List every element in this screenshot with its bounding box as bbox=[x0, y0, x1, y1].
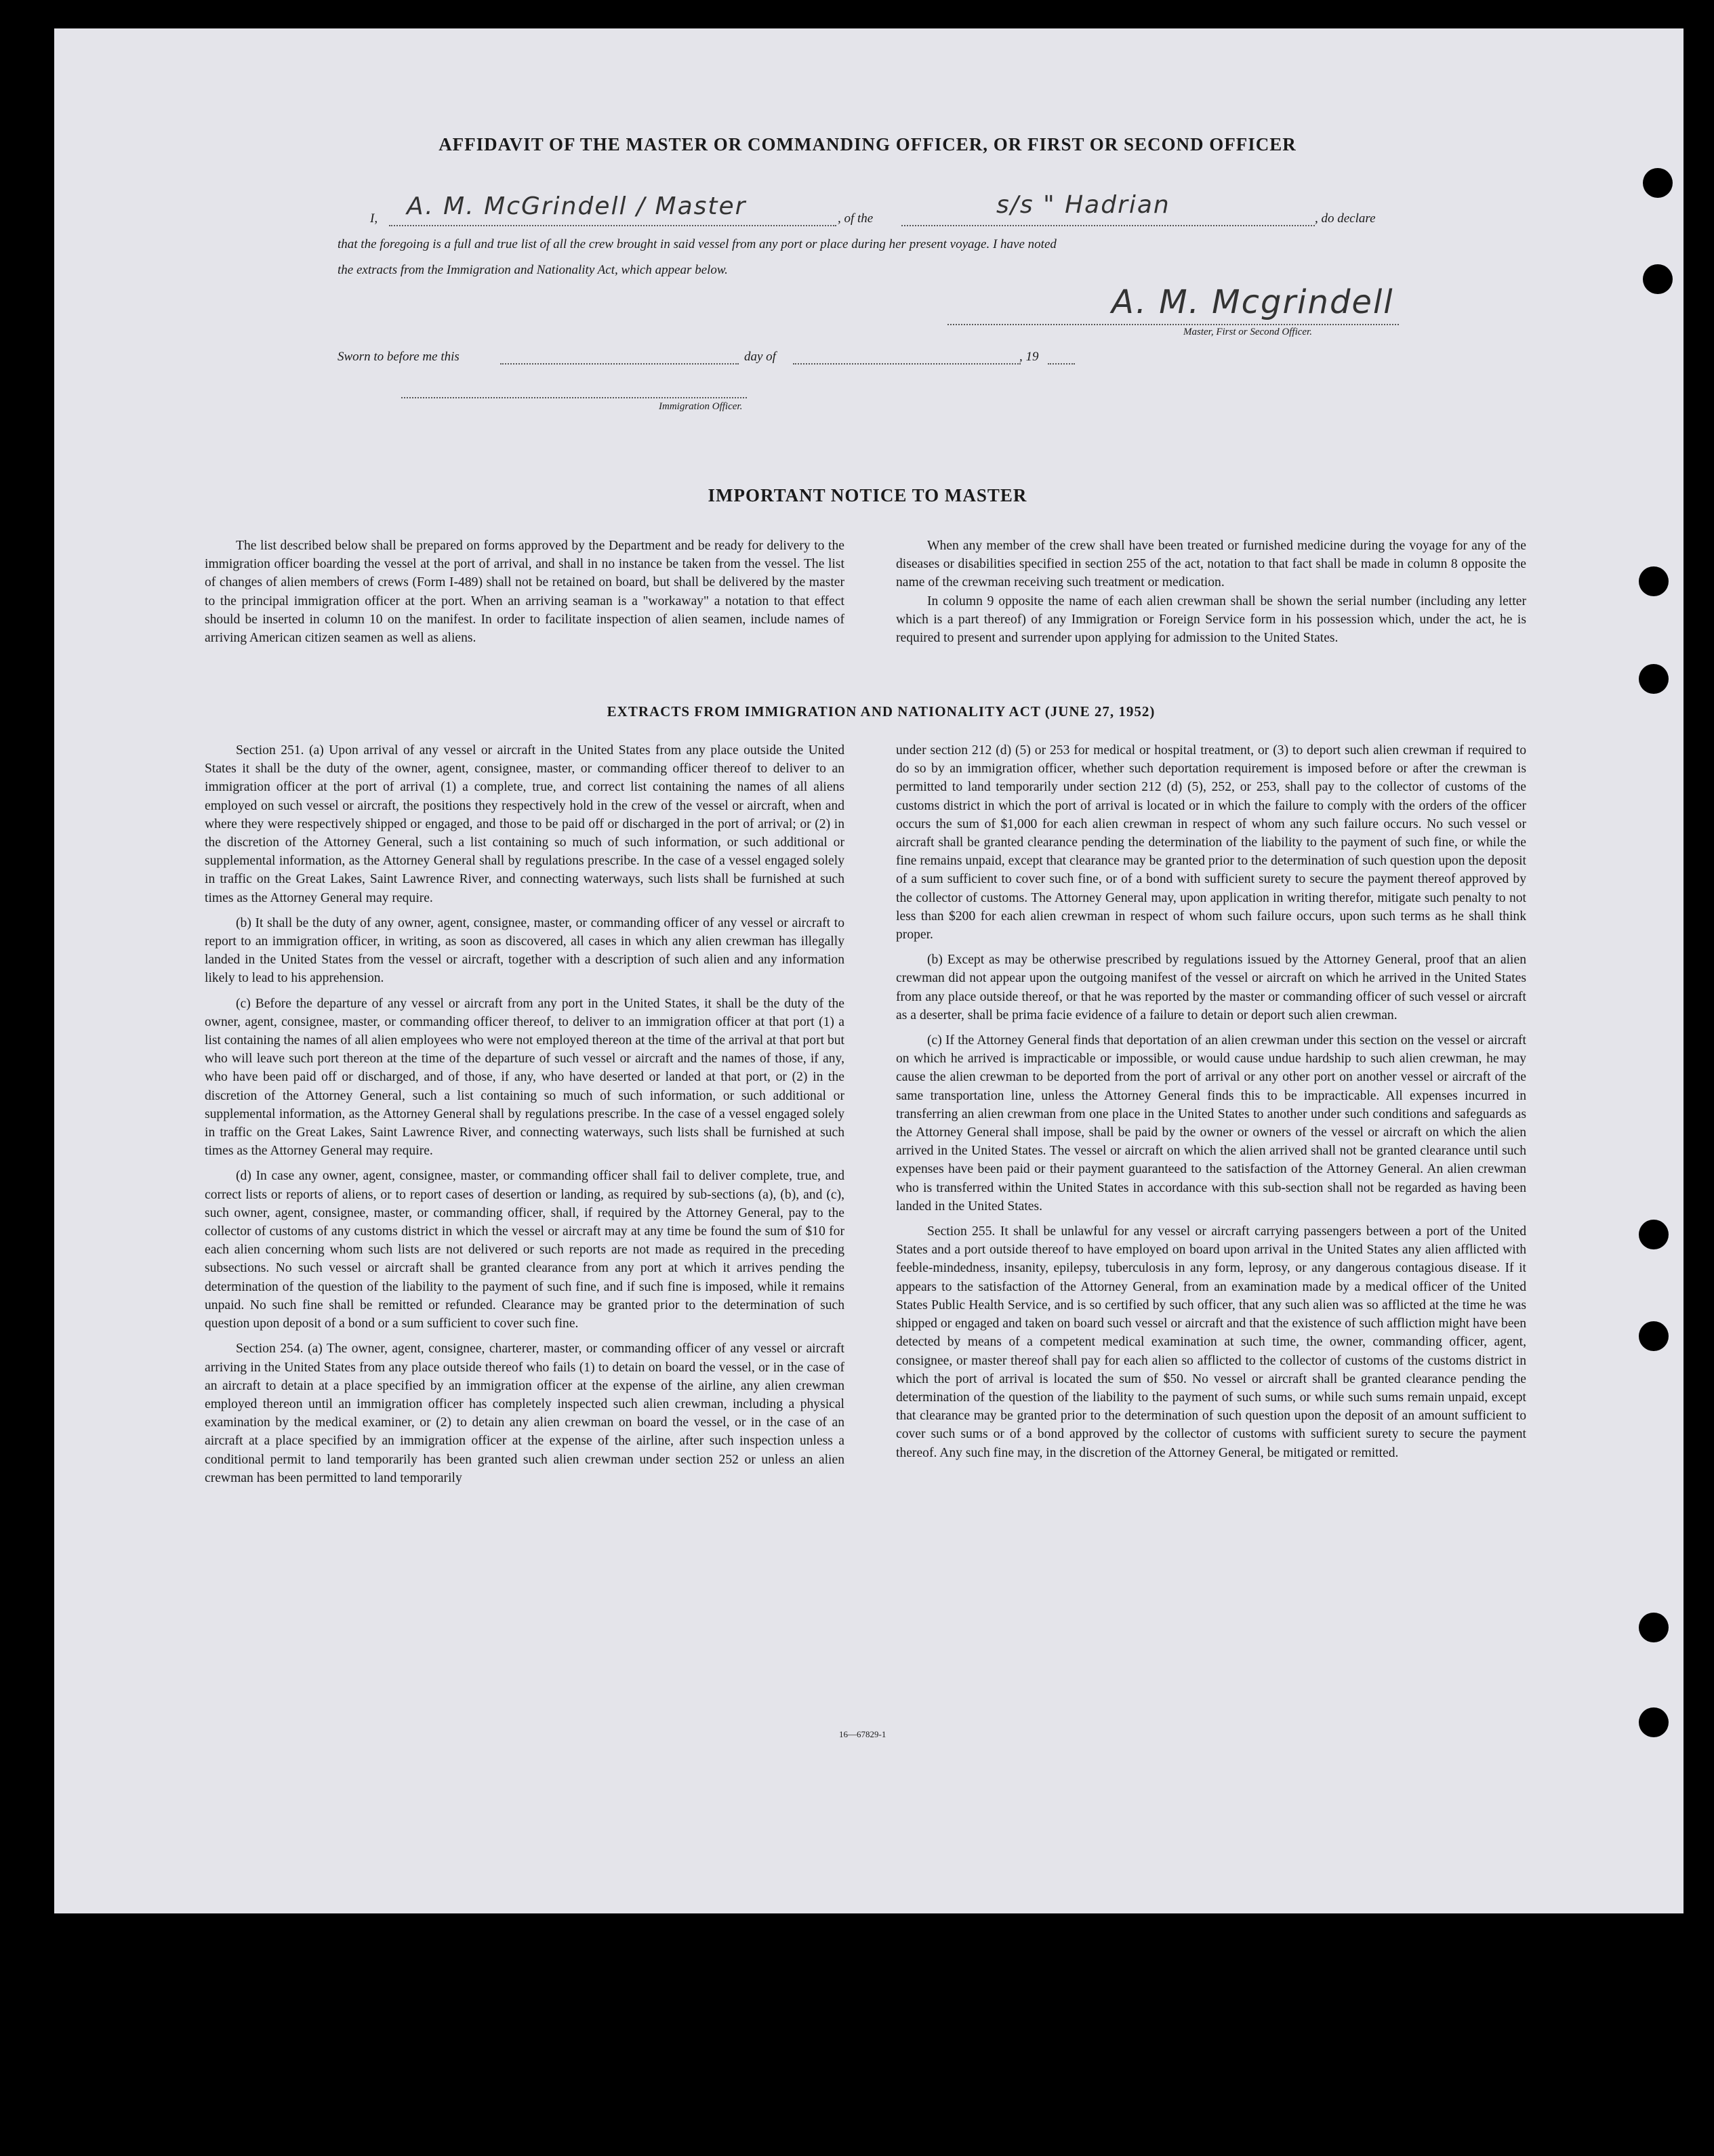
day-of-label: day of bbox=[744, 350, 776, 364]
year-prefix: , 19 bbox=[1019, 350, 1039, 364]
punch-hole bbox=[1643, 264, 1673, 294]
notice-paragraph: The list described below shall be prepared on forms approved by the Department and be ready for delivery to the immigration officer boarding the vessel at the port of arrival, and shall in no instance be taken from the vessel. The list of changes of alien members of crews (Form I-489) shall not be retained on board, but shall be delivered by the master to the principal immigration officer at the port. When an arriving seaman is a "workaway" a notation to that effect should be inserted in column 10 on the manifest. In order to facilitate inspection of alien seamen, include names of arriving American citizen seamen as well as aliens. bbox=[205, 539, 844, 646]
name-line bbox=[389, 225, 836, 226]
notice-left-column bbox=[205, 537, 844, 654]
notice-paragraph: When any member of the crew shall have been treated or furnished medicine during the voyage for any of the diseases or disabilities specified in section 255 of the act, notation to that fact shall be made in column 8 opposite the name of the crewman receiving such treatment or medication. bbox=[896, 539, 1526, 590]
of-the-label: , of the bbox=[838, 211, 874, 226]
punch-hole bbox=[1639, 1321, 1669, 1351]
signature-caption: Master, First or Second Officer. bbox=[1183, 327, 1312, 337]
punch-hole bbox=[1639, 664, 1669, 694]
act-paragraph: Section 255. It shall be unlawful for any vessel or aircraft carrying passengers between a port of the United States and a port outside thereof to have employed on board upon arrival in the United States any alien afflicted with feeble-mindedness, insanity, epilepsy, tuberculosis in any form, leprosy, or any dangerous contagious disease. If it appears to the satisfaction of the Attorney General, from an examination made by a medical officer of the United States Public Health Service, and is so certified by such officer, that any such alien was so afflicted at the time he was shipped or engaged and taken on board such vessel or aircraft and that the existence of such affliction might have been detected by means of a competent medical examination at such time, the owner, commanding officer, agent, consignee, or master thereof shall pay for each alien so afflicted to the collector of customs of the customs district in which the port of arrival is located the sum of $50. No vessel or aircraft shall be granted clearance pending the determination of the question of the liability to the payment of such sums, or while such sums remain unpaid, except that clearance may be granted prior to the determination of such question upon the deposit of an amount sufficient to cover such sums or of a bond approved by the collector of customs with sufficient surety to secure the payment thereof. Any such fine may, in the discretion of the Attorney General, be mitigated or remitted. bbox=[896, 1224, 1527, 1460]
punch-hole bbox=[1639, 1613, 1669, 1642]
signature-line bbox=[947, 324, 1399, 325]
vessel-name-handwritten: s/s " Hadrian bbox=[996, 191, 1170, 219]
form-number: 16—67829-1 bbox=[839, 1729, 886, 1739]
punch-hole bbox=[1639, 1220, 1669, 1249]
notice-title: IMPORTANT NOTICE TO MASTER bbox=[708, 485, 1027, 505]
extracts-title: EXTRACTS FROM IMMIGRATION AND NATIONALITY ACT (JUNE 27, 1952) bbox=[607, 703, 1156, 720]
act-paragraph: (d) In case any owner, agent, consignee, master, or commanding officer shall fail to deliver complete, true, and correct lists or reports of aliens, or to report cases of desertion or landing, as required by sub-sections (a), (b), and (c), such owner, agent, consignee, master, or commanding officer, shall, if required by the Attorney General, pay to the collector of customs of any customs district in which the vessel or aircraft may at any time be found the sum of $10 for each alien concerning whom such lists are not delivered or such reports are not made as required in the preceding subsections. No such vessel or aircraft shall be granted clearance from any port at which it arrives pending the determination of the question of the liability to the payment of such fine, and if such fine is imposed, while it remains unpaid. No such fine shall be remitted or refunded. Clearance may be granted prior to the determination of such question upon deposit of a bond or a sum sufficient to cover such fine. bbox=[205, 1169, 844, 1331]
immigration-officer-caption: Immigration Officer. bbox=[659, 401, 743, 412]
affidavit-line-2: that the foregoing is a full and true list of all the crew brought in said vessel from any port or place during her present voyage. I have noted bbox=[338, 237, 1057, 251]
master-name-handwritten: A. M. McGrindell / Master bbox=[407, 192, 747, 220]
notice-paragraph: In column 9 opposite the name of each alien crewman shall be shown the serial number (including any letter which is a part thereof) of any Immigration or Foreign Service form in his possession which, under the act, he is required to present and surrender upon applying for admission to the United States. bbox=[896, 594, 1526, 646]
vessel-line bbox=[901, 225, 1315, 226]
sworn-label: Sworn to before me this bbox=[338, 350, 460, 364]
act-paragraph: (b) It shall be the duty of any owner, agent, consignee, master, or commanding officer of any vessel or aircraft to report to an immigration officer, in writing, as soon as discovered, all cases in which any alien crewman has illegally landed in the United States from the vessel or aircraft, together with a description of such alien and any information likely to lead to his apprehension. bbox=[205, 915, 844, 986]
i-label: I, bbox=[370, 211, 378, 226]
act-paragraph: Section 251. (a) Upon arrival of any vessel or aircraft in the United States from any place outside the United States it shall be the duty of the owner, agent, consignee, master, or commanding officer thereof to deliver to an immigration officer at the port of arrival (1) a complete, true, and correct list containing the names of all aliens employed on such vessel or aircraft, the positions they respectively hold in the crew of the vessel or aircraft, when and where they were respectively shipped or engaged, and those to be paid off or discharged in the port of arrival; or (2) in the discretion of the Attorney General, such a list containing so much of such information, or such additional or supplemental information, as the Attorney General shall by regulations prescribe. In the case of a vessel engaged solely in traffic on the Great Lakes, Saint Lawrence River, and connecting waterways, such lists shall be furnished at such times as the Attorney General may require. bbox=[205, 743, 844, 905]
act-paragraph: (b) Except as may be otherwise prescribed by regulations issued by the Attorney General, proof that an alien crewman did not appear upon the outgoing manifest of the vessel or aircraft on which he arrived in the United States from any place outside thereof, or that he was reported by the master or commanding officer of such vessel or aircraft as a deserter, shall be prima facie evidence of a failure to detain or deport such alien crewman. bbox=[896, 953, 1526, 1022]
affidavit-line-3: the extracts from the Immigration and Nationality Act, which appear below. bbox=[338, 263, 728, 277]
month-line bbox=[793, 363, 1021, 365]
sworn-date-line bbox=[500, 363, 739, 365]
punch-hole bbox=[1639, 566, 1669, 596]
do-declare-label: , do declare bbox=[1315, 211, 1376, 226]
act-paragraph: (c) Before the departure of any vessel or aircraft from any port in the United States, it shall be the duty of the owner, agent, consignee, master, or commanding officer thereof, to deliver to an immigration officer at that port (1) a list containing the names of all alien employees who were not employed thereon at the time of the arrival at that port but who will leave such port thereon at the time of the departure of such vessel or aircraft and the names of those, if any, who have been paid off or discharged, and of those, if any, who have deserted or landed at that port, or (2) in the discretion of the Attorney General, such a list containing so much of such information, or such additional or supplemental information, as the Attorney General shall by regulations prescribe. In the case of a vessel engaged solely in traffic on the Great Lakes, Saint Lawrence River, and connecting waterways, such lists shall be furnished at such times as the Attorney General may require. bbox=[205, 996, 844, 1159]
officer-signature-line bbox=[401, 397, 747, 398]
act-paragraph: Section 254. (a) The owner, agent, consignee, charterer, master, or commanding officer of any vessel or aircraft arriving in the United States from any place outside thereof who fails (1) to detain on board the vessel, or in the case of an aircraft to detain at a place specified by an immigration officer at the expense of the airline, any alien crewman employed thereon until an immigration officer has completely inspected such alien crewman, including a physical examination by the medical examiner, or (2) to detain any alien crewman on board the vessel, or in the case of an aircraft at a place specified by an immigration officer at the expense of the airline, after such inspection unless a conditional permit to land temporarily has been granted such alien crewman under section 252 or unless an alien crewman has been permitted to land temporarily bbox=[205, 1342, 844, 1485]
extracts-right-column bbox=[896, 741, 1526, 1469]
act-paragraph: (c) If the Attorney General finds that deportation of an alien crewman under this section on the vessel or aircraft on which he arrived is impracticable or impossible, or would cause undue hardship to such alien crewman, he may cause the alien crewman to be deported from the port of arrival or any other port on another vessel or aircraft of the same transportation line, unless the Attorney General finds this to be impracticable. All expenses incurred in transferring an alien crewman from one place in the United States to another under such conditions and safeguards as the Attorney General shall impose, shall be paid by the owner or owners of the vessel or aircraft on which the alien arrived in the United States. The vessel or aircraft on which the alien arrived shall not be granted clearance until such expenses have been paid or their payment guaranteed to the satisfaction of the Attorney General. An alien crewman who is transferred within the United States in accordance with this sub-section shall not be regarded as having been landed in the United States. bbox=[896, 1033, 1526, 1214]
affidavit-title: AFFIDAVIT OF THE MASTER OR COMMANDING OFFICER, OR FIRST OR SECOND OFFICER bbox=[438, 134, 1297, 154]
notice-right-column bbox=[896, 537, 1526, 654]
punch-hole bbox=[1643, 168, 1673, 198]
punch-hole bbox=[1639, 1707, 1669, 1737]
extracts-left-column bbox=[205, 741, 844, 1494]
act-paragraph: under section 212 (d) (5) or 253 for medical or hospital treatment, or (3) to deport such alien crewman if required to do so by an immigration officer, whether such deportation requirement is imposed before or after the crewman is permitted to land temporarily under section 212 (d) (5), 252, or 253, shall pay to the collector of customs of the customs district in which the port of arrival is located or in which the failure to comply with the orders of the officer occurs the sum of $1,000 for each alien crewman in respect of whom any such failure occurs. No such vessel or aircraft shall be granted clearance pending the determination of the liability to the payment of such fine, or while the fine remains unpaid, except that clearance may be granted prior to the determination of such question upon the deposit of a sum sufficient to cover such fine, or of a bond with sufficient surety to secure the payment thereof approved by the collector of customs. The Attorney General may, upon application in writing therefor, mitigate such penalty to not less than $200 for each alien crewman in respect of whom such failure occurs, upon such terms as he shall think proper. bbox=[896, 743, 1526, 942]
year-line bbox=[1048, 363, 1075, 365]
signature: A. M. Mcgrindell bbox=[1111, 283, 1394, 321]
